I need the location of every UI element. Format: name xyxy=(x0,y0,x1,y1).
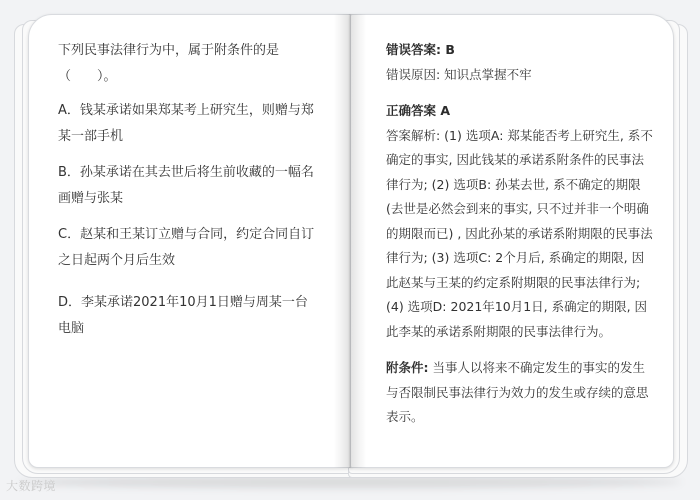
definition-block xyxy=(386,356,654,430)
question-stem: 下列民事法律行为中，属于附条件的是（ ）。 xyxy=(58,43,280,84)
wrong-answer-value: B xyxy=(445,42,455,57)
correct-answer-label: 正确答案 xyxy=(386,103,437,118)
definition-text: 当事人以将来不确定发生的事实的发生与否限制民事法律行为效力的发生或存续的意思表示。 xyxy=(386,360,649,424)
option-a[interactable]: A．钱某承诺如果郑某考上研究生，则赠与郑某一部手机 xyxy=(58,103,314,144)
answer-panel xyxy=(386,38,654,442)
wrong-reason: 错误原因: 知识点掌握不牢 xyxy=(386,66,532,82)
watermark-logo: 大数跨境 xyxy=(6,479,57,493)
question-panel xyxy=(58,38,318,352)
option-c[interactable]: C．赵某和王某订立赠与合同，约定合同自订之日起两个月后生效 xyxy=(58,227,315,268)
option-b[interactable]: B．孙某承诺在其去世后将生前收藏的一幅名画赠与张某 xyxy=(58,165,314,206)
correct-answer-heading xyxy=(386,99,654,124)
wrong-answer-block xyxy=(386,38,654,87)
correct-answer-block xyxy=(386,99,654,344)
answer-analysis: 答案解析: (1) 选项A: 郑某能否考上研究生, 系不确定的事实, 因此钱某的承诺系附条件的民事法律行为; (2) 选项B: 孙某去世, 系不确定的期限 (去世是必然会到来的事实, 只不过并非一个明确的期限而已) , 因此孙某的承诺系附期限的民事法律行为; (3) 选项C: 2个月后, 系确定的期限, 因此赵某与王某的约定系附期限的民事法律行为; (4) 选项D: 2021年10月1日, 系确定的期限, 因此李某的承诺系附期限的民事法律行为。 xyxy=(386,127,653,339)
option-d[interactable]: D．李某承诺2021年10月1日赠与周某一台电脑 xyxy=(58,295,308,336)
wrong-answer-heading xyxy=(386,38,654,63)
definition-label: 附条件: xyxy=(386,360,429,375)
wrong-answer-label: 错误答案: xyxy=(386,42,441,57)
correct-answer-value: A xyxy=(440,103,451,118)
